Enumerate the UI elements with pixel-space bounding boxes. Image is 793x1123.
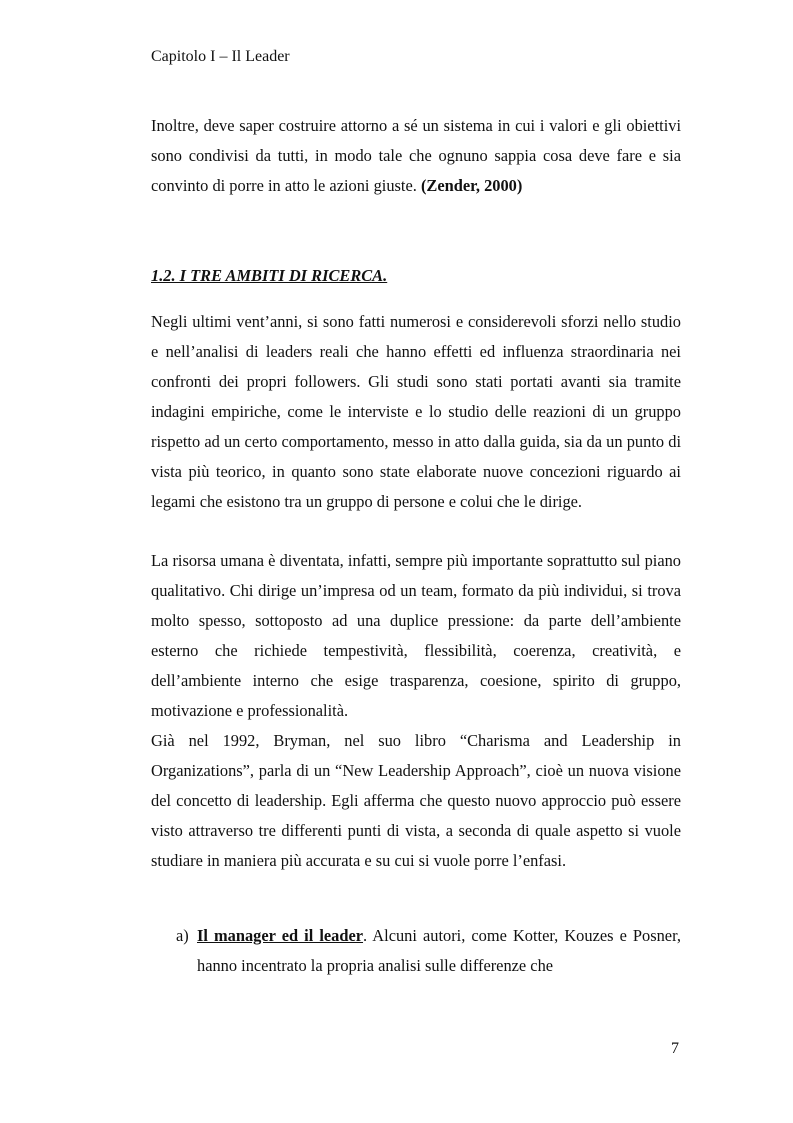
intro-citation: (Zender, 2000) xyxy=(420,176,523,195)
intro-paragraph xyxy=(151,111,681,201)
intro-text: Inoltre, deve saper costruire attorno a sé un sistema in cui i valori e gli obiettivi sono condivisi da tutti, in modo tale che ognuno sappia cosa deve fare e sia convinto di porre in atto le azioni giuste. xyxy=(151,116,681,195)
paragraph-2: La risorsa umana è diventata, infatti, sempre più importante soprattutto sul piano qualitativo. Chi dirige un’impresa od un team, formato da più individui, si trova molto spesso, sottoposto ad una duplice pressione: da parte dell’ambiente esterno che richiede tempestività, flessibilità, coerenza, creatività, e dell’ambiente interno che esige trasparenza, coesione, spirito di gruppo, motivazione e professionalità. xyxy=(151,551,681,720)
paragraph-1: Negli ultimi vent’anni, si sono fatti numerosi e considerevoli sforzi nello studio e nell’analisi di leaders reali che hanno effetti ed influenza straordinaria nei confronti dei propri followers. Gli studi sono stati portati avanti sia tramite indagini empiriche, come le interviste e lo studio delle reazioni di un gruppo rispetto ad un certo comportamento, messo in atto dalla guida, sia da un punto di vista più teorico, in quanto sono state elaborate nuove concezioni riguardo ai legami che esistono tra un gruppo di persone e colui che le dirige. xyxy=(151,312,681,511)
page-number: 7 xyxy=(671,1040,679,1057)
section-heading: 1.2. I TRE AMBITI DI RICERCA. xyxy=(151,266,388,285)
list-item-text: . Alcuni autori, come Kotter, Kouzes e Posner, hanno incentrato la propria analisi sulle differenze che xyxy=(197,926,681,975)
paragraph-3: Già nel 1992, Bryman, nel suo libro “Charisma and Leadership in Organizations”, parla di un “New Leadership Approach”, cioè un nuova visione del concetto di leadership. Egli afferma che questo nuovo approccio può essere visto attraverso tre differenti punti di vista, a seconda di quale aspetto si vuole studiare in maniera più accurata e su cui si vuole porre l’enfasi. xyxy=(151,731,681,870)
list-item-body xyxy=(197,921,681,981)
list-term: Il manager ed il leader xyxy=(197,926,364,945)
list-item-a xyxy=(176,921,681,981)
running-header: Capitolo I – Il Leader xyxy=(151,48,290,65)
list-marker: a) xyxy=(176,926,189,945)
